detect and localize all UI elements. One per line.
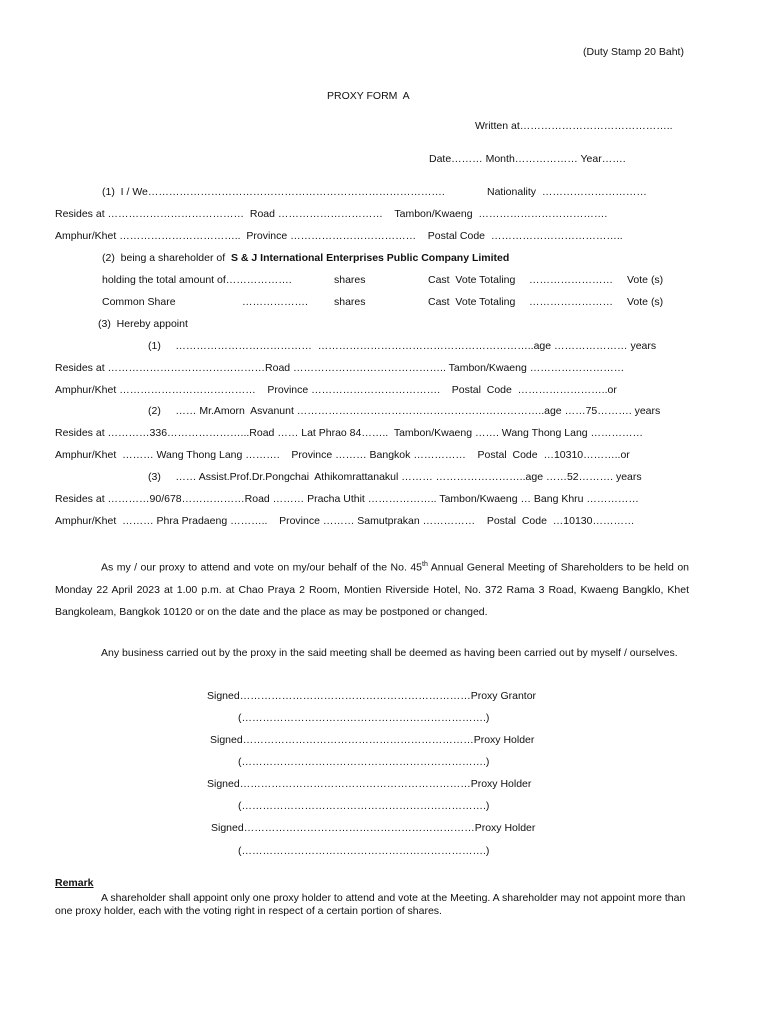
holding-amount-field[interactable]: holding the total amount of………………. xyxy=(102,274,292,286)
proxy-2-address-line: Resides at …………336…………………...Road …… Lat Phrao 84…….. Tambon/Kwaeng ……. Wang Thong Lang …………… xyxy=(55,427,644,439)
holder-3-name-paren[interactable]: (…………………………………………………………….) xyxy=(238,845,490,857)
proxy-3-name-line: (3) …… Assist.Prof.Dr.Pongchai Athikomrattanakul ……… ……………………..age ……52………. years xyxy=(148,471,642,483)
grantor-name-field[interactable]: (1) I / We…………………………………………………………………………. xyxy=(102,186,445,198)
meeting-text-a: As my / our proxy to attend and vote on my/our behalf of the No. 45 xyxy=(101,561,422,574)
grantor-name-paren[interactable]: (…………………………………………………………….) xyxy=(238,712,490,724)
common-cast-label: Cast Vote Totaling xyxy=(428,296,516,308)
proxy-1-name-field[interactable]: (1) ………………………………… ……………………………………………………..age ………………… years xyxy=(148,340,657,352)
form-title: PROXY FORM A xyxy=(327,90,410,102)
nationality-field[interactable]: Nationality ………………………… xyxy=(487,186,647,198)
duty-stamp-note: (Duty Stamp 20 Baht) xyxy=(583,46,684,58)
common-share-label: Common Share xyxy=(102,296,176,308)
holding-vote-field[interactable]: …………………… xyxy=(529,274,613,286)
proxy-2-name-line: (2) …… Mr.Amorn Asvanunt ……………………………………………………………..age ……75………. years xyxy=(148,405,661,417)
meeting-text-b: Annual General Meeting of Shareholders to be held on Monday 22 April 2023 at 1.00 p.m. at Chao Praya 2 Room, Montien Riverside Hotel, No. 372 Rama 3 Road, Kwaeng Bangklo, Khet Bangkoleam, Bangkok 10120 or on the date and the place as may be postponed or changed. xyxy=(55,561,689,618)
meeting-paragraph xyxy=(55,554,689,623)
common-share-field[interactable]: ………………. xyxy=(242,296,308,308)
hereby-appoint-label: (3) Hereby appoint xyxy=(98,318,188,330)
signature-proxy-holder-2[interactable]: Signed…………………………………………………………Proxy Holder xyxy=(207,778,532,790)
shareholder-line xyxy=(102,252,509,265)
shareholder-prefix: (2) being a shareholder of xyxy=(102,252,231,264)
written-at-field[interactable]: Written at…………………………………….. xyxy=(475,120,673,132)
proxy-1-address-line[interactable]: Resides at ………………………………………Road …………………………………….. Tambon/Kwaeng ……………………… xyxy=(55,362,625,374)
signature-proxy-grantor[interactable]: Signed…………………………………………………………Proxy Grantor xyxy=(207,690,537,702)
proxy-2-amphur-line: Amphur/Khet ……… Wang Thong Lang ………. Province ……… Bangkok …………… Postal Code …10310………..or xyxy=(55,449,630,461)
common-vote-field[interactable]: …………………… xyxy=(529,296,613,308)
proxy-1-amphur-line[interactable]: Amphur/Khet ………………………………… Province ………………………………. Postal Code ……………………..or xyxy=(55,384,617,396)
date-field[interactable]: Date……… Month……………… Year……. xyxy=(429,153,626,165)
signature-proxy-holder-3[interactable]: Signed…………………………………………………………Proxy Holder xyxy=(211,822,536,834)
holding-shares-label: shares xyxy=(334,274,366,286)
holder-1-name-paren[interactable]: (…………………………………………………………….) xyxy=(238,756,490,768)
grantor-address-line[interactable]: Resides at ………………………………… Road ………………………… Tambon/Kwaeng ………………………………. xyxy=(55,208,608,220)
business-paragraph xyxy=(55,642,689,664)
ordinal-suffix: th xyxy=(422,561,428,568)
remark-heading: Remark xyxy=(55,877,94,889)
company-name: S & J International Enterprises Public Company Limited xyxy=(231,252,510,264)
grantor-amphur-line[interactable]: Amphur/Khet …………………………….. Province ……………………………… Postal Code ……………………………….. xyxy=(55,230,623,242)
holding-cast-label: Cast Vote Totaling xyxy=(428,274,516,286)
signature-proxy-holder-1[interactable]: Signed…………………………………………………………Proxy Holder xyxy=(210,734,535,746)
business-text: Any business carried out by the proxy in the said meeting shall be deemed as having been carried out by myself / ourselves. xyxy=(101,647,678,659)
remark-body: A shareholder shall appoint only one proxy holder to attend and vote at the Meeting. A shareholder may not appoint more than one proxy holder, each with the voting right in respect of a certain portion of shares. xyxy=(55,892,686,917)
common-vote-label: Vote (s) xyxy=(627,296,664,308)
holder-2-name-paren[interactable]: (…………………………………………………………….) xyxy=(238,800,490,812)
proxy-3-amphur-line: Amphur/Khet ……… Phra Pradaeng ……….. Province ……… Samutprakan …………… Postal Code …10130………… xyxy=(55,515,635,527)
remark-text xyxy=(55,892,689,918)
common-shares-label: shares xyxy=(334,296,366,308)
proxy-3-address-line: Resides at …………90/678………………Road ……… Pracha Uthit ……………….. Tambon/Kwaeng … Bang Khru …………… xyxy=(55,493,639,505)
holding-vote-label: Vote (s) xyxy=(627,274,664,286)
